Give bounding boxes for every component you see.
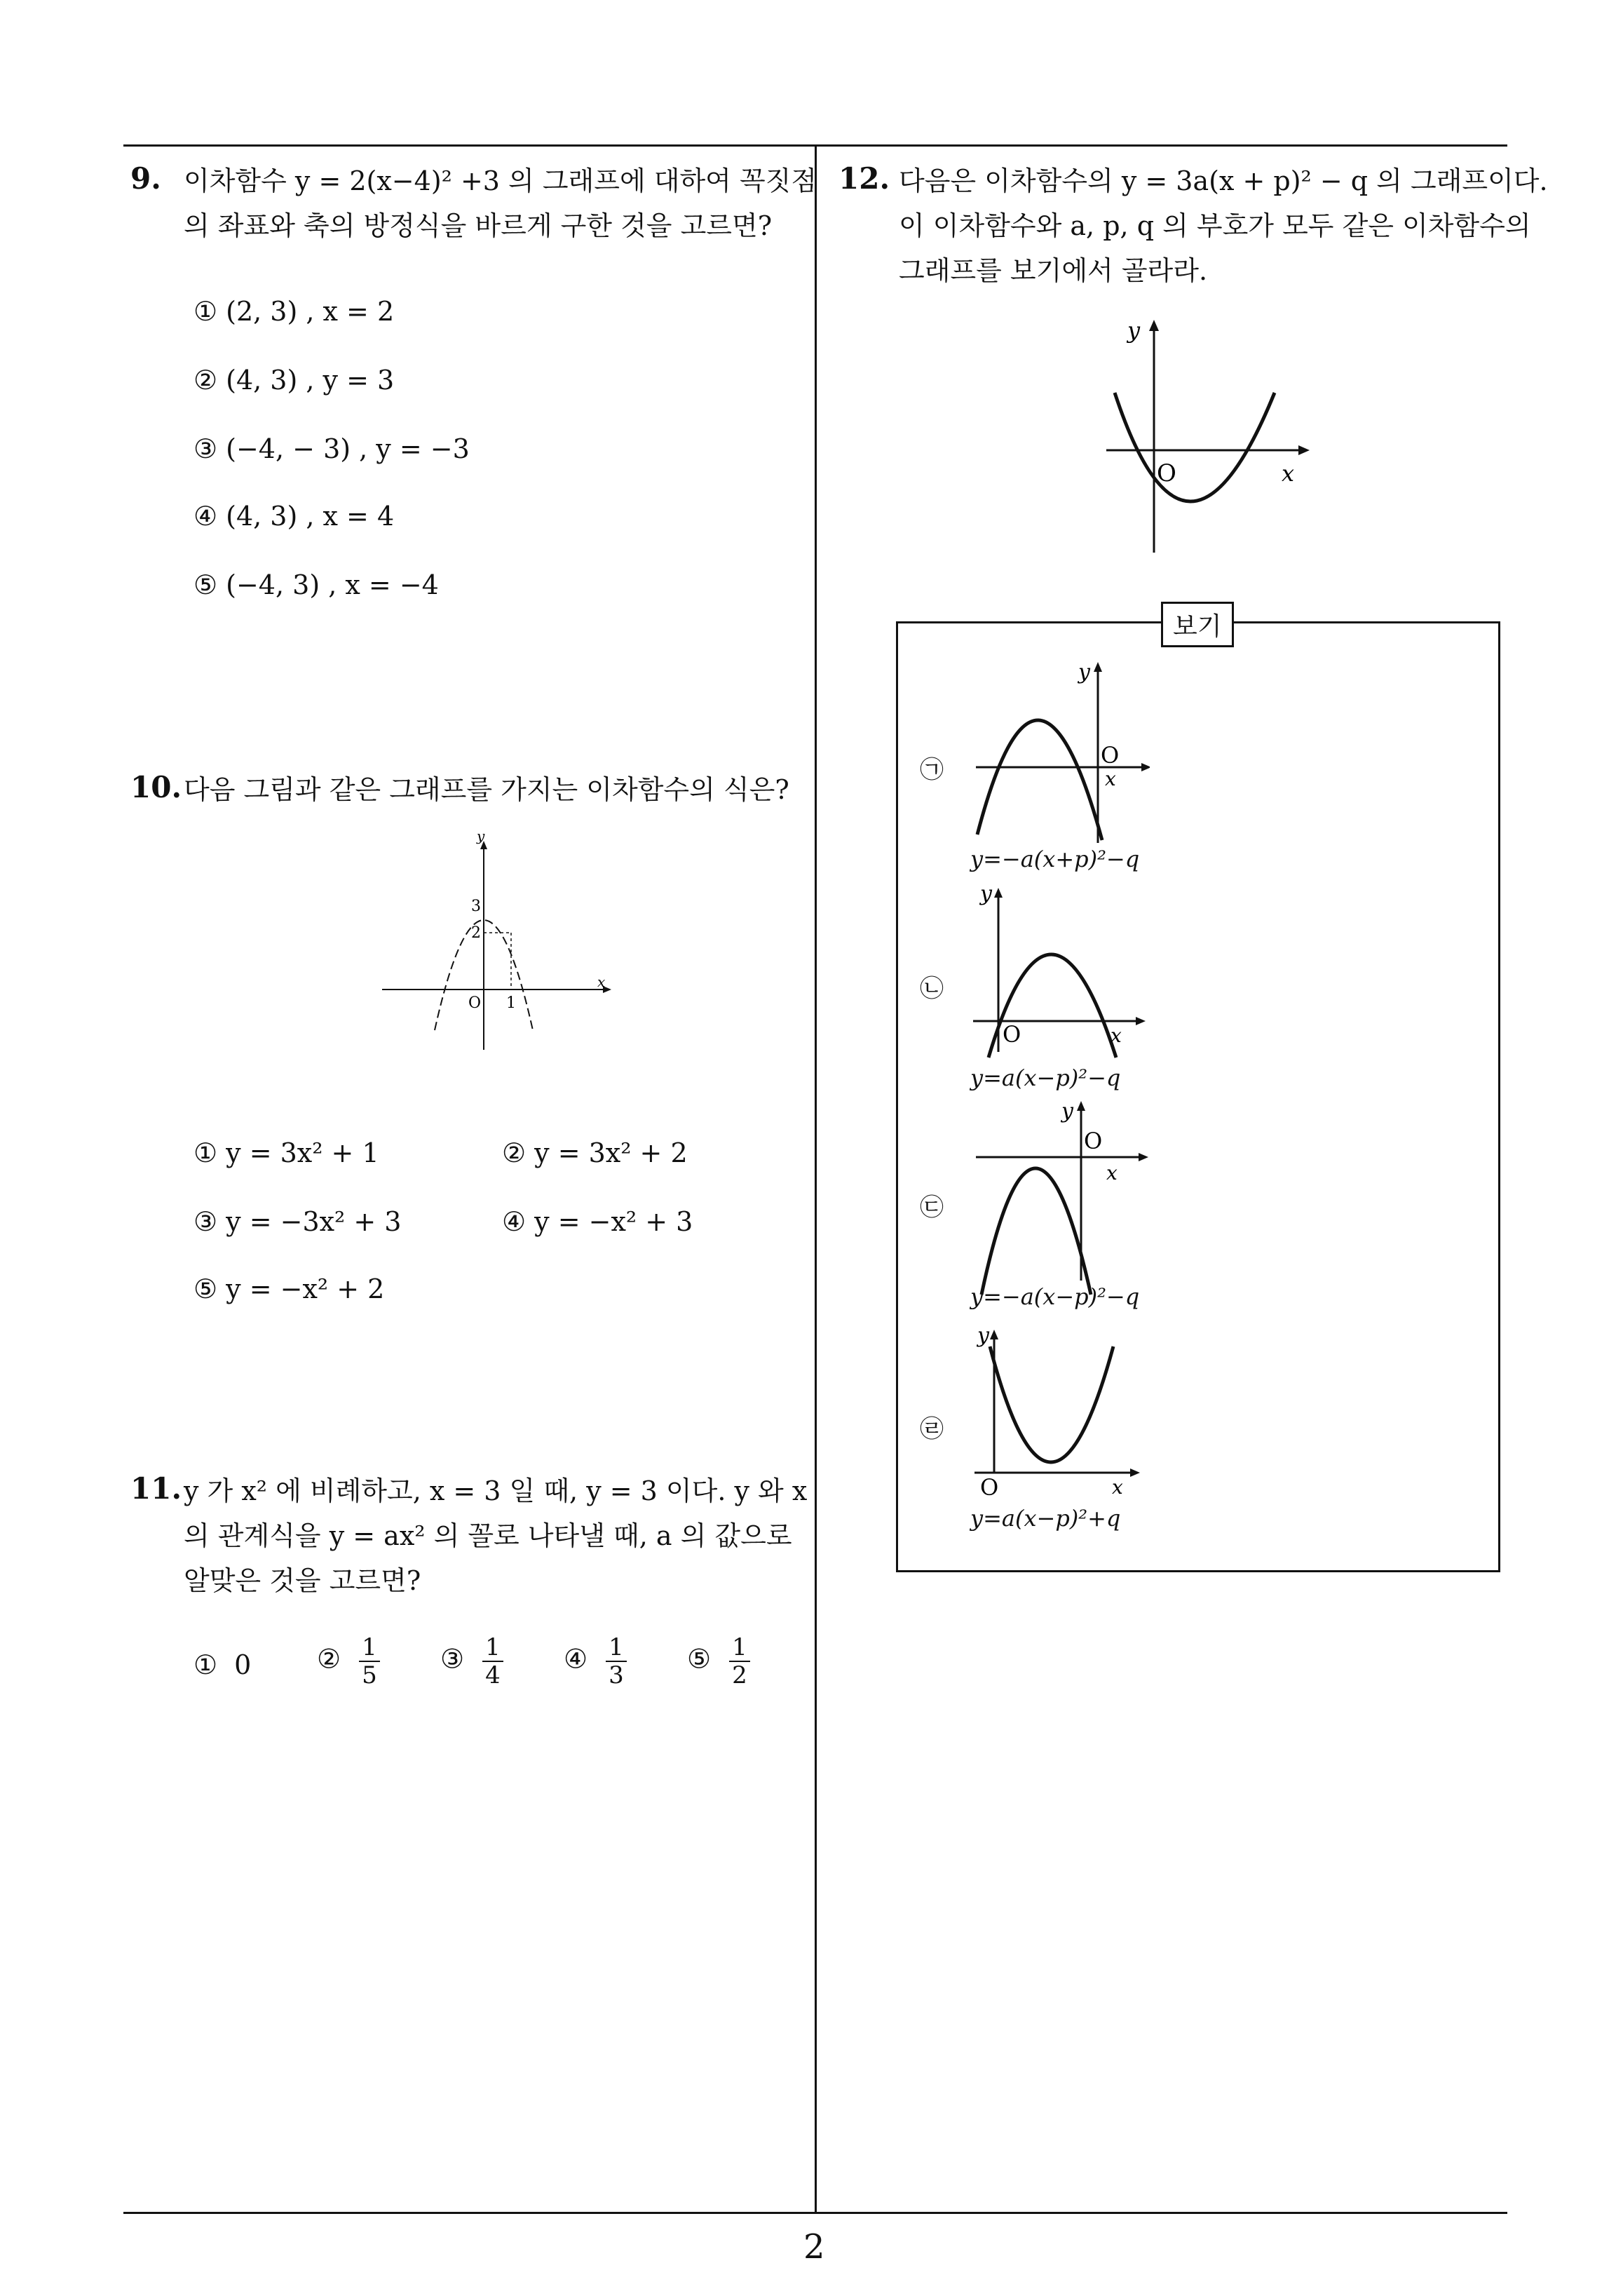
- question-number: 9.: [130, 161, 161, 196]
- x-axis-label: x: [1105, 767, 1116, 790]
- option-formula: y=a(x−p)²+q: [970, 1505, 1121, 1532]
- option-marker[interactable]: ㉢: [920, 1194, 944, 1222]
- y-axis-label: y: [1078, 660, 1090, 684]
- numerator: 1: [729, 1634, 750, 1662]
- x-axis-arrow: [1139, 1153, 1148, 1161]
- choice-2[interactable]: ② y = 3x² + 2: [502, 1137, 688, 1168]
- choice-1[interactable]: [193, 1649, 251, 1680]
- option-graph-4: [967, 1318, 1150, 1501]
- tick-label-y2: 2: [471, 924, 481, 942]
- y-axis-label: y: [1127, 317, 1141, 344]
- q12-graph: [1101, 316, 1332, 554]
- question-text-line: 이차함수 y = 2(x−4)² +3 의 그래프에 대하여 꼭짓점: [184, 166, 817, 196]
- x-axis-label: x: [1112, 1475, 1123, 1499]
- option-formula: y=−a(x−p)²−q: [970, 1283, 1140, 1310]
- tick-label-y3: 3: [471, 898, 481, 915]
- choice-2[interactable]: [317, 1634, 380, 1689]
- choice-value: 0: [234, 1649, 252, 1680]
- question-number: 12.: [838, 161, 890, 196]
- fraction: [359, 1634, 380, 1689]
- x-axis-arrow: [1136, 1017, 1146, 1025]
- parabola-curve: [977, 720, 1102, 840]
- option-formula: y=−a(x+p)²−q: [970, 846, 1140, 872]
- denominator: 3: [609, 1661, 624, 1689]
- option-graph-3: [967, 1098, 1150, 1309]
- parabola-curve: [990, 1346, 1113, 1462]
- fraction: [729, 1634, 750, 1689]
- option-formula: y=a(x−p)²−q: [970, 1065, 1121, 1091]
- y-axis-arrow: [994, 888, 1003, 898]
- option-marker[interactable]: ㉠: [920, 756, 944, 784]
- option-graph-1: [967, 659, 1150, 870]
- choice-5[interactable]: ⑤ (−4, 3) , x = −4: [193, 569, 439, 600]
- page-number: 2: [803, 2227, 825, 2267]
- question-text-line: 이 이차함수와 a, p, q 의 부호가 모두 같은 이차함수의: [899, 210, 1531, 241]
- choice-mark: ③: [440, 1643, 465, 1675]
- bottom-rule: [123, 2212, 1507, 2214]
- choice-mark: ④: [564, 1643, 588, 1675]
- y-axis-label: y: [977, 1323, 989, 1348]
- numerator: 1: [606, 1634, 627, 1662]
- question-text: [184, 158, 817, 248]
- option-marker[interactable]: ㉣: [920, 1415, 944, 1443]
- question-text-line: 다음은 이차함수의 y = 3a(x + p)² − q 의 그래프이다.: [899, 166, 1548, 196]
- denominator: 4: [485, 1661, 501, 1689]
- question-number: 11.: [130, 1471, 182, 1506]
- x-axis-arrow: [1130, 1468, 1140, 1477]
- fraction: [606, 1634, 627, 1689]
- choice-3[interactable]: ③ (−4, − 3) , y = −3: [193, 433, 470, 464]
- bogi-title: 보기: [1161, 602, 1234, 647]
- q10-graph: [379, 831, 617, 1055]
- denominator: 2: [732, 1661, 747, 1689]
- question-text: 다음 그림과 같은 그래프를 가지는 이차함수의 식은?: [184, 774, 789, 805]
- y-axis-arrow: [1149, 320, 1159, 331]
- choice-5[interactable]: ⑤ y = −x² + 2: [193, 1274, 385, 1304]
- numerator: 1: [359, 1634, 380, 1662]
- question-text-line: y 가 x² 에 비례하고, x = 3 일 때, y = 3 이다. y 와 x: [184, 1475, 808, 1506]
- x-axis-label: x: [597, 973, 606, 990]
- choice-4[interactable]: ④ (4, 3) , x = 4: [193, 501, 395, 532]
- question-text-line: 의 관계식을 y = ax² 의 꼴로 나타낼 때, a 의 값으로: [184, 1520, 792, 1551]
- choice-mark: ①: [193, 1649, 218, 1680]
- origin-label: O: [1157, 459, 1176, 487]
- choice-3[interactable]: [440, 1634, 503, 1689]
- question-text-line: 알맞은 것을 고르면?: [184, 1565, 421, 1596]
- denominator: 5: [362, 1661, 377, 1689]
- parabola-curve: [1115, 393, 1275, 501]
- y-axis-arrow: [1077, 1101, 1085, 1111]
- question-text: [899, 158, 1548, 293]
- origin-label: O: [1101, 742, 1120, 769]
- x-axis-label: x: [1282, 460, 1295, 487]
- y-axis-arrow: [990, 1330, 998, 1339]
- choice-mark: ②: [317, 1643, 341, 1675]
- x-axis-arrow: [1298, 445, 1310, 455]
- y-axis-label: y: [477, 831, 485, 844]
- choice-3[interactable]: ③ y = −3x² + 3: [193, 1206, 402, 1237]
- fraction: [482, 1634, 503, 1689]
- numerator: 1: [482, 1634, 503, 1662]
- question-text-line: 그래프를 보기에서 골라라.: [899, 255, 1208, 286]
- choice-mark: ⑤: [687, 1643, 712, 1675]
- origin-label: O: [1084, 1128, 1103, 1154]
- origin-label: O: [468, 994, 482, 1012]
- choice-1[interactable]: ① (2, 3) , x = 2: [193, 296, 395, 327]
- option-graph-2: [967, 877, 1150, 1059]
- parabola-curve: [982, 1168, 1091, 1295]
- choice-1[interactable]: ① y = 3x² + 1: [193, 1137, 379, 1168]
- tick-label-x: 1: [506, 994, 516, 1012]
- column-divider: [815, 144, 817, 2213]
- choice-2[interactable]: ② (4, 3) , y = 3: [193, 365, 395, 396]
- x-axis-label: x: [1106, 1161, 1118, 1184]
- choice-5[interactable]: [687, 1634, 750, 1689]
- y-axis-arrow: [1094, 662, 1102, 672]
- y-axis-label: y: [980, 882, 992, 906]
- y-axis-label: y: [1061, 1099, 1073, 1123]
- choice-4[interactable]: [564, 1634, 627, 1689]
- origin-label: O: [1003, 1021, 1021, 1048]
- option-marker[interactable]: ㉡: [920, 975, 944, 1003]
- origin-label: O: [980, 1474, 999, 1501]
- x-axis-label: x: [1111, 1024, 1122, 1047]
- question-text: [184, 1468, 807, 1603]
- question-text-line: 의 좌표와 축의 방정식을 바르게 구한 것을 고르면?: [184, 210, 773, 241]
- choice-4[interactable]: ④ y = −x² + 3: [502, 1206, 693, 1237]
- x-axis-arrow: [1141, 763, 1150, 771]
- question-number: 10.: [130, 770, 182, 804]
